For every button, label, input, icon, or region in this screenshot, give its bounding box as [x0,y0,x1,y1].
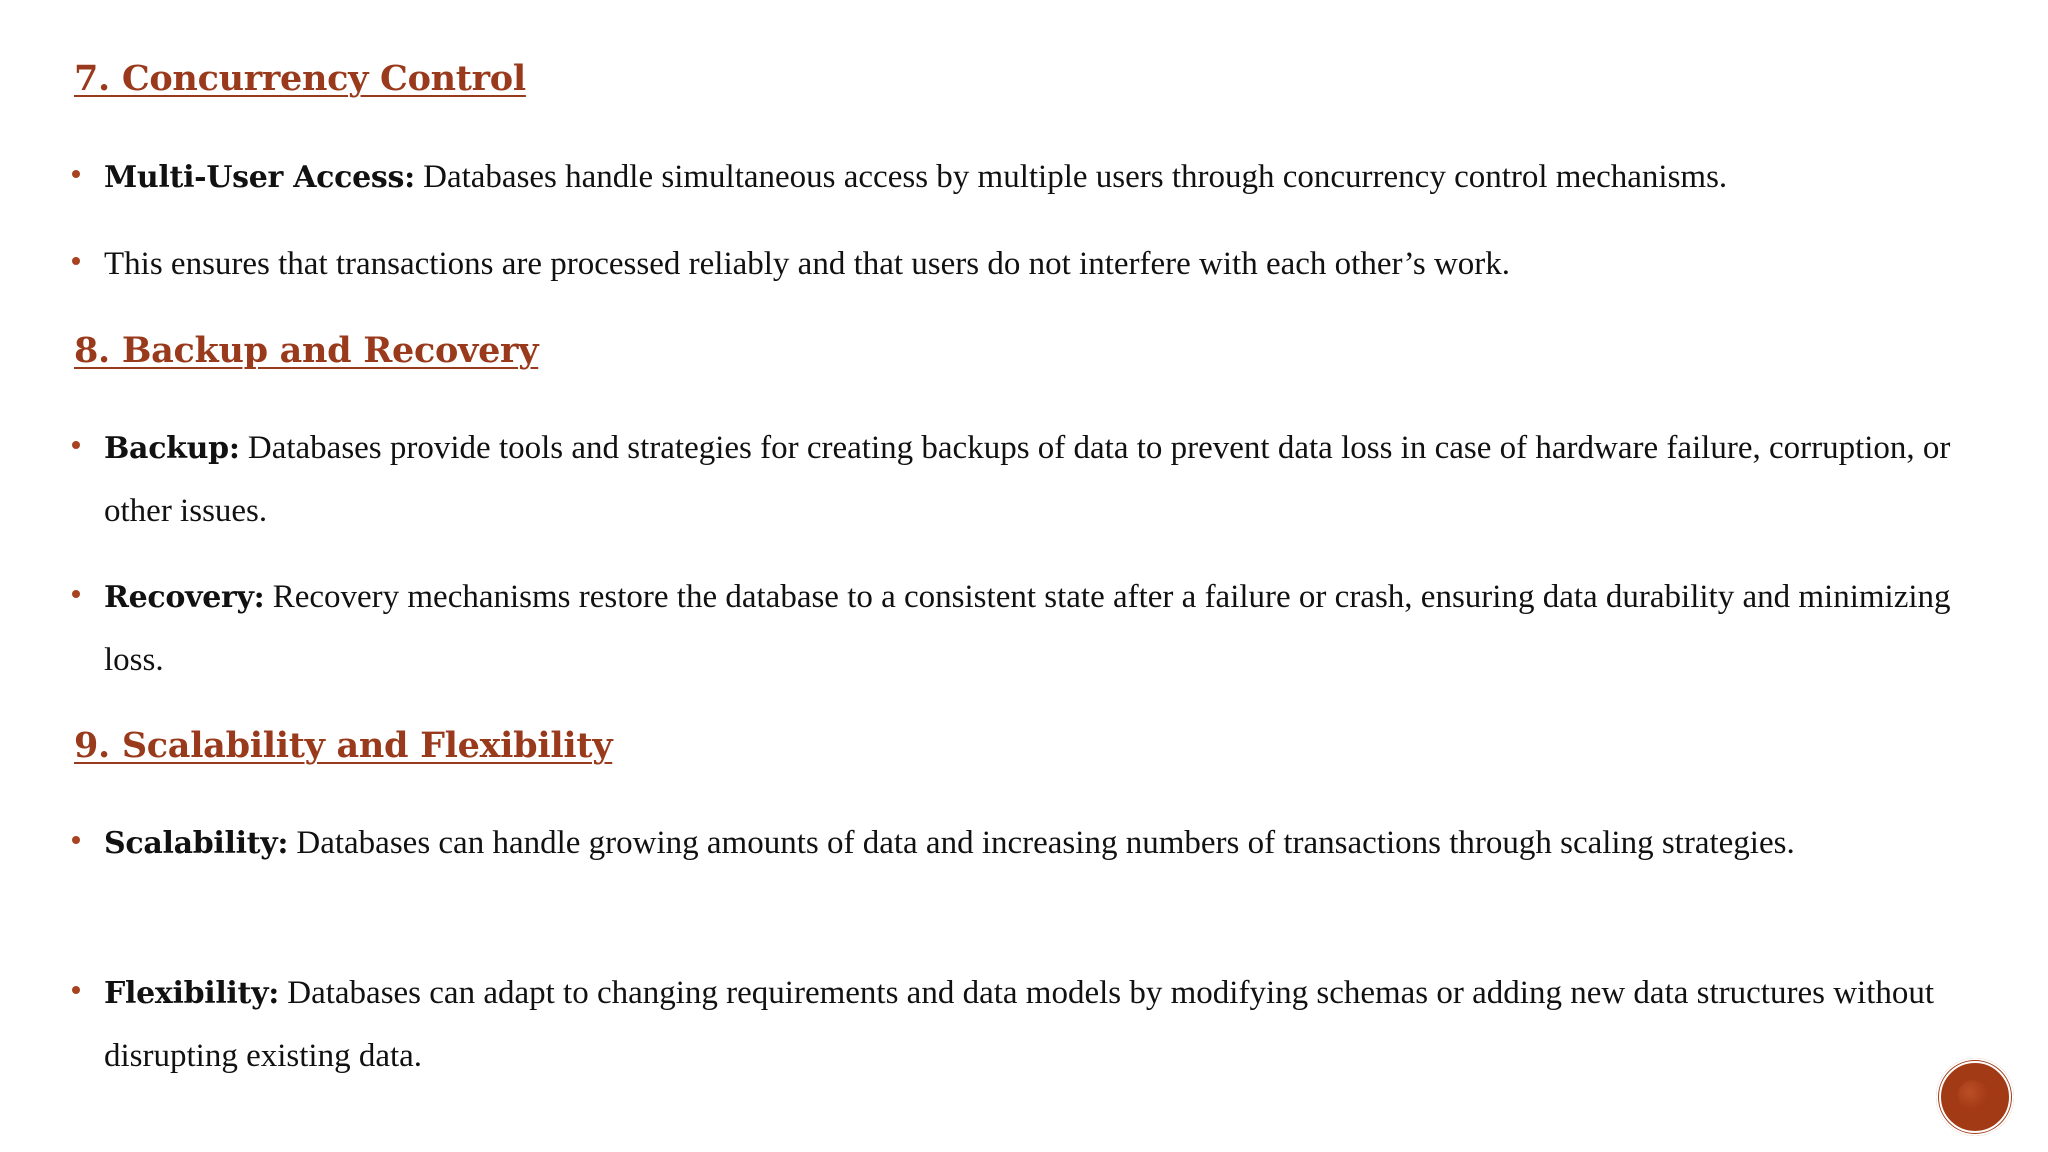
bullet-text [104,566,2012,691]
bullet-body: This ensures that transactions are processed reliably and that users do not interfere with each other’s work. [104,246,1511,282]
bullet-body: Databases handle simultaneous access by multiple users through concurrency control mechanisms. [414,159,1728,195]
slide-badge-icon [1936,1058,2014,1136]
bullet-term: Recovery: [104,580,265,615]
bullet-text [104,146,2012,209]
slide-badge-texture [1958,1080,1988,1110]
bullet-body: Recovery mechanisms restore the database to a consistent state after a failure or crash, ensuring data durability and minimizing loss. [104,579,1951,678]
bullet-text [104,417,2012,542]
bullet-dot-icon [72,590,80,598]
bullet-term: Multi-User Access: [104,160,415,195]
bullet-dot-icon [72,986,80,994]
bullet-body: Databases can handle growing amounts of data and increasing numbers of transactions through scaling strategies. [288,825,1795,861]
bullet-dot-icon [72,836,80,844]
bullet-term: Flexibility: [104,976,279,1011]
section-heading-concurrency-control: 7. Concurrency Control [74,58,526,99]
bullet-dot-icon [72,441,80,449]
bullet-text [104,962,2012,1087]
bullet-body: Databases provide tools and strategies for creating backups of data to prevent data loss in case of hardware failure, corruption, or other issues. [104,430,1951,529]
bullet-dot-icon [72,170,80,178]
bullet-body: Databases can adapt to changing requirements and data models by modifying schemas or adding new data structures without disrupting existing data. [104,975,1935,1074]
bullet-text [104,812,2012,875]
bullet-term: Backup: [104,431,240,466]
bullet-dot-icon [72,257,80,265]
section-heading-backup-and-recovery: 8. Backup and Recovery [74,330,539,371]
bullet-term: Scalability: [104,826,289,861]
section-heading-scalability-and-flexibility: 9. Scalability and Flexibility [74,725,613,766]
bullet-text [104,233,2012,296]
